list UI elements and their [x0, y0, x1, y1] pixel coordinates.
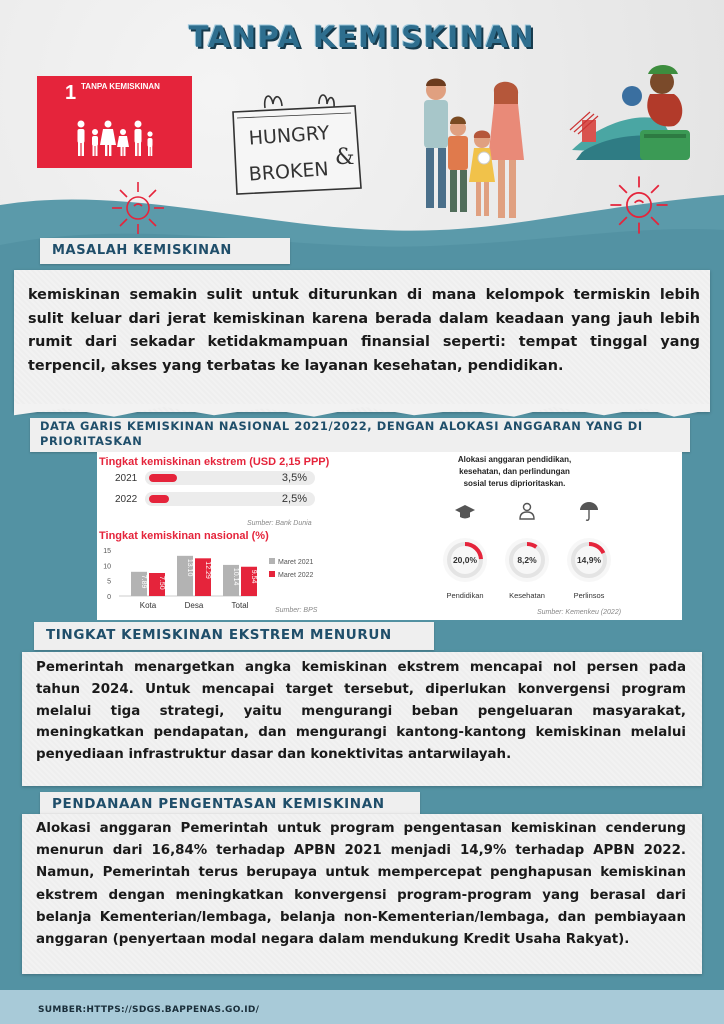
chart2-legend-swatch: [269, 558, 275, 564]
chart2-ytick: 5: [107, 578, 111, 586]
chart2-legend-swatch: [269, 571, 275, 577]
ekstrem-heading: TINGKAT KEMISKINAN EKSTREM MENURUN: [46, 627, 392, 643]
footer-source: SUMBER:HTTPS://SDGS.BAPPENAS.GO.ID/: [38, 1005, 260, 1015]
graduation-cap-icon: [455, 505, 475, 519]
chart2-source: Sumber: BPS: [275, 607, 318, 614]
chart3-source: Sumber: Kemenkeu (2022): [537, 609, 622, 616]
chart2-ytick: 10: [103, 563, 111, 571]
chart1-row-label: 2022: [115, 494, 138, 505]
sdg-badge: [37, 76, 192, 168]
chart2-ytick: 15: [103, 548, 111, 555]
chart3-category-label: Perlinsos: [573, 591, 605, 600]
chart1-bar: [149, 474, 177, 482]
sun-doodle-icon: [108, 178, 168, 238]
chart2-data-label: 9.54: [250, 569, 257, 584]
chart2-title: Tingkat kemiskinan nasional (%): [99, 530, 269, 542]
chart2-data-label: 10.14: [232, 567, 239, 586]
ekstrem-body: Pemerintah menargetkan angka kemiskinan ekstrem mencapai nol persen pada tahun 2024. Untuk mencapai target tersebut, diperlukan konvergensi program melalui tiga strategi, yaitu mengurangi beban pengeluaran masyarakat, meningkatkan pendapatan, dan mengurangi kantong-kantong kemiskinan melalui penyediaan infrastruktur dasar dan konektivitas antarwilayah.: [36, 660, 686, 763]
chart2-data-label: 7.50: [158, 576, 165, 590]
page-title: TANPA KEMISKINAN: [188, 20, 536, 54]
umbrella-icon: [580, 502, 598, 520]
chart1-title: Tingkat kemiskinan ekstrem (USD 2,15 PPP): [99, 456, 330, 468]
chart3-value-label: 20,0%: [452, 555, 478, 565]
chart2-data-label: 7.89: [140, 574, 147, 589]
pendanaan-body: Alokasi anggaran Pemerintah untuk program pengentasan kemiskinan cenderung menurun dari 16,84% terhadap APBN 2021 menjadi 14,9% terhadap APBN 2022. Namun, Pemerintah terus berupaya untuk mempercepat penghapusan kemiskinan ekstrem dengan meningkatkan konvergensi program-program yang berasal dari belanja Kementerian/lembaga, belanja non-Kementerian/lembaga, dan pembiayaan anggaran (penyertaan modal negara dalam mendukung Kredit Usaha Rakyat).: [36, 821, 686, 948]
chart1-bar: [149, 495, 169, 503]
chart3-note: Alokasi anggaran pendidikan, kesehatan, dan perlindungan sosial terus diprioritaskan.: [457, 455, 572, 488]
data-heading: DATA GARIS KEMISKINAN NASIONAL 2021/2022, DENGAN ALOKASI ANGGARAN YANG DI PRIORITASKAN: [40, 419, 643, 448]
sun-doodle-icon: [606, 172, 672, 238]
chart3-category-label: Pendidikan: [446, 591, 484, 600]
sign-line1: HUNGRY: [248, 122, 331, 150]
family-icon: [75, 118, 155, 158]
torn-edge: [14, 404, 710, 418]
chart2-legend-label: Maret 2022: [278, 572, 314, 579]
chart1-row-label: 2021: [115, 473, 138, 484]
masalah-body: kemiskinan semakin sulit untuk diturunkan di mana kelompok termiskin lebih sulit keluar dari jerat kemiskinan karena berada dalam keadaan yang jauh lebih rumit dari sekadar ketidakmampuan finansial seperti: tempat tinggal yang terpencil, akses yang terbatas ke layanan kesehatan, pendidikan.: [28, 287, 700, 374]
chart3-category-label: Kesehatan: [509, 591, 545, 600]
chart2-ytick: 0: [107, 594, 111, 601]
hungry-broken-sign-illustration: [227, 90, 367, 205]
budget-allocation-chart: [437, 490, 667, 620]
family-illustration: [410, 72, 540, 230]
homeless-person-illustration: [562, 60, 712, 170]
chart1-source: Sumber: Bank Dunia: [247, 520, 312, 527]
pendanaan-heading: PENDANAAN PENGENTASAN KEMISKINAN: [52, 796, 385, 812]
chart3-value-label: 8,2%: [517, 555, 537, 565]
chart1-value-label: 2,5%: [281, 493, 307, 505]
chart2-data-label: 12.29: [204, 561, 211, 579]
chart1-value-label: 3,5%: [281, 472, 307, 484]
sdg-number: 1: [65, 82, 77, 104]
chart2-category-label: Total: [231, 601, 249, 610]
chart2-data-label: 13.10: [186, 558, 193, 577]
chart3-value-label: 14,9%: [576, 555, 602, 565]
sdg-label: TANPA KEMISKINAN: [81, 82, 160, 91]
sign-line2: BROKEN: [248, 158, 330, 186]
chart2-legend-label: Maret 2021: [278, 559, 314, 566]
data-panel: [97, 452, 682, 620]
masalah-heading: MASALAH KEMISKINAN: [52, 243, 232, 258]
chart2-category-label: Kota: [139, 601, 157, 610]
sign-amp: &: [335, 145, 355, 170]
chart2-category-label: Desa: [184, 601, 204, 610]
doctor-icon: [520, 504, 534, 520]
